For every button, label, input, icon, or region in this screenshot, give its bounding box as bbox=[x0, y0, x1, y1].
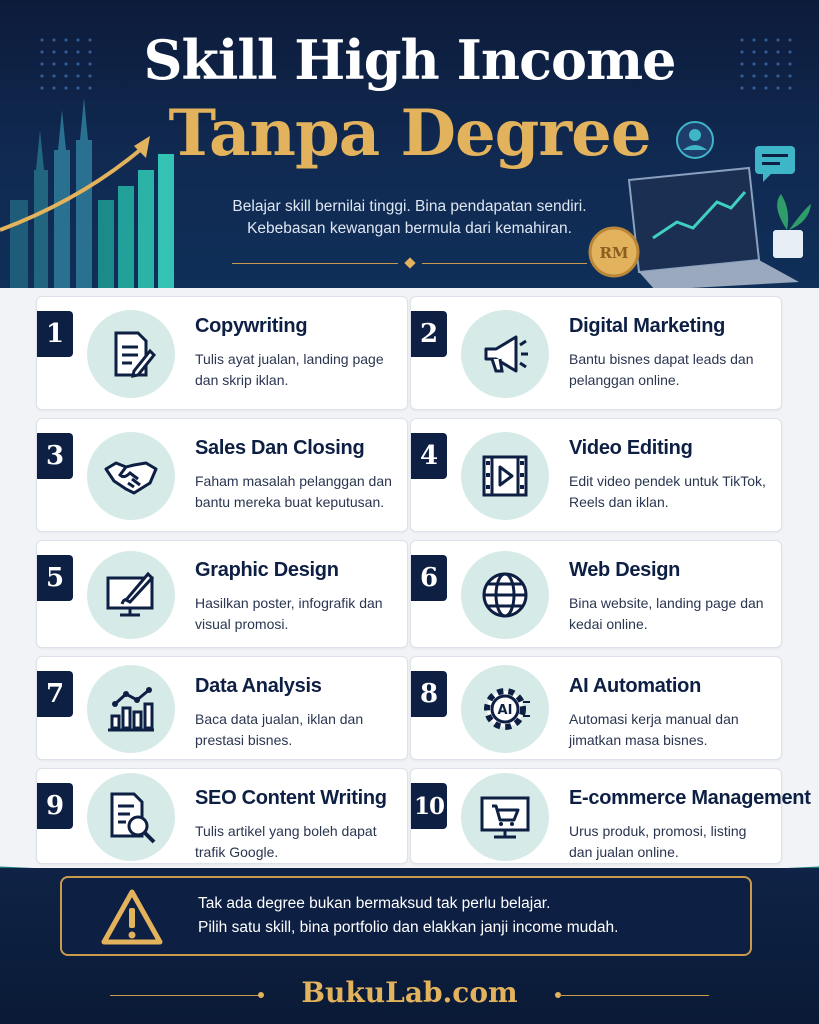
svg-text:AI: AI bbox=[497, 703, 513, 718]
laptop-growth-icon bbox=[559, 110, 819, 288]
warning-text: Tak ada degree bukan bermaksud tak perlu belajar. Pilih satu skill, bina portfolio dan elakkan janji income mudah. bbox=[198, 895, 619, 936]
skill-card bbox=[410, 418, 782, 532]
skill-title: Graphic Design bbox=[195, 559, 339, 581]
skill-number: 5 bbox=[37, 555, 73, 601]
skill-description: Edit video pendek untuk TikTok, Reels dan iklan. bbox=[569, 473, 766, 510]
page-title: Skill High Income bbox=[143, 28, 676, 92]
title-divider bbox=[232, 262, 587, 264]
skill-title: Copywriting bbox=[195, 315, 308, 337]
skill-description: Automasi kerja manual dan jimatkan masa bisnes. bbox=[569, 711, 739, 748]
document-pen-icon bbox=[87, 310, 175, 398]
handshake-icon bbox=[87, 432, 175, 520]
skill-card bbox=[36, 418, 408, 532]
svg-text:RM: RM bbox=[599, 244, 629, 262]
skill-number: 8 bbox=[411, 671, 447, 717]
skill-number: 2 bbox=[411, 311, 447, 357]
skill-number: 1 bbox=[37, 311, 73, 357]
monitor-brush-icon bbox=[87, 551, 175, 639]
skill-description: Tulis ayat jualan, landing page dan skrip iklan. bbox=[195, 351, 384, 388]
skill-title: Video Editing bbox=[569, 437, 693, 459]
skill-card bbox=[410, 540, 782, 648]
skill-number: 7 bbox=[37, 671, 73, 717]
video-film-icon bbox=[461, 432, 549, 520]
header-banner bbox=[0, 0, 819, 288]
ai-gear-icon bbox=[461, 665, 549, 753]
skill-title: Sales Dan Closing bbox=[195, 437, 365, 459]
megaphone-icon bbox=[461, 310, 549, 398]
skill-title: Data Analysis bbox=[195, 675, 322, 697]
skill-card bbox=[410, 296, 782, 410]
skill-card bbox=[410, 656, 782, 760]
skill-title: E-commerce Management bbox=[569, 787, 811, 809]
skill-description: Urus produk, promosi, listing dan jualan online. bbox=[569, 823, 747, 860]
document-search-icon bbox=[87, 773, 175, 861]
skill-title: AI Automation bbox=[569, 675, 702, 697]
bar-chart-icon bbox=[87, 665, 175, 753]
skill-description: Baca data jualan, iklan dan prestasi bisnes. bbox=[195, 711, 364, 748]
footer-site-name: BukuLab.com bbox=[301, 976, 518, 1009]
skill-number: 10 bbox=[411, 783, 447, 829]
warning-box bbox=[60, 876, 752, 956]
skill-card bbox=[36, 540, 408, 648]
skill-title: Digital Marketing bbox=[569, 315, 726, 337]
skill-title: SEO Content Writing bbox=[195, 787, 387, 809]
skill-number: 3 bbox=[37, 433, 73, 479]
skill-number: 9 bbox=[37, 783, 73, 829]
skill-title: Web Design bbox=[569, 559, 681, 581]
warning-triangle-icon bbox=[100, 888, 164, 946]
skill-description: Bantu bisnes dapat leads dan pelanggan online. bbox=[569, 351, 754, 388]
globe-icon bbox=[461, 551, 549, 639]
skill-card bbox=[36, 296, 408, 410]
footer-line bbox=[559, 995, 709, 996]
skill-description: Bina website, landing page dan kedai online. bbox=[569, 595, 764, 632]
skill-card bbox=[36, 656, 408, 760]
skill-number: 6 bbox=[411, 555, 447, 601]
page-subtitle: Belajar skill bernilai tinggi. Bina pendapatan sendiri. Kebebasan kewangan bermula dari kemahiran. bbox=[232, 198, 587, 237]
skill-description: Hasilkan poster, infografik dan visual promosi. bbox=[195, 595, 383, 632]
page-title-highlight: Tanpa Degree bbox=[168, 96, 651, 171]
monitor-cart-icon bbox=[461, 773, 549, 861]
skill-description: Tulis artikel yang boleh dapat trafik Google. bbox=[195, 823, 377, 860]
skill-number: 4 bbox=[411, 433, 447, 479]
skill-description: Faham masalah pelanggan dan bantu mereka buat keputusan. bbox=[195, 473, 392, 510]
